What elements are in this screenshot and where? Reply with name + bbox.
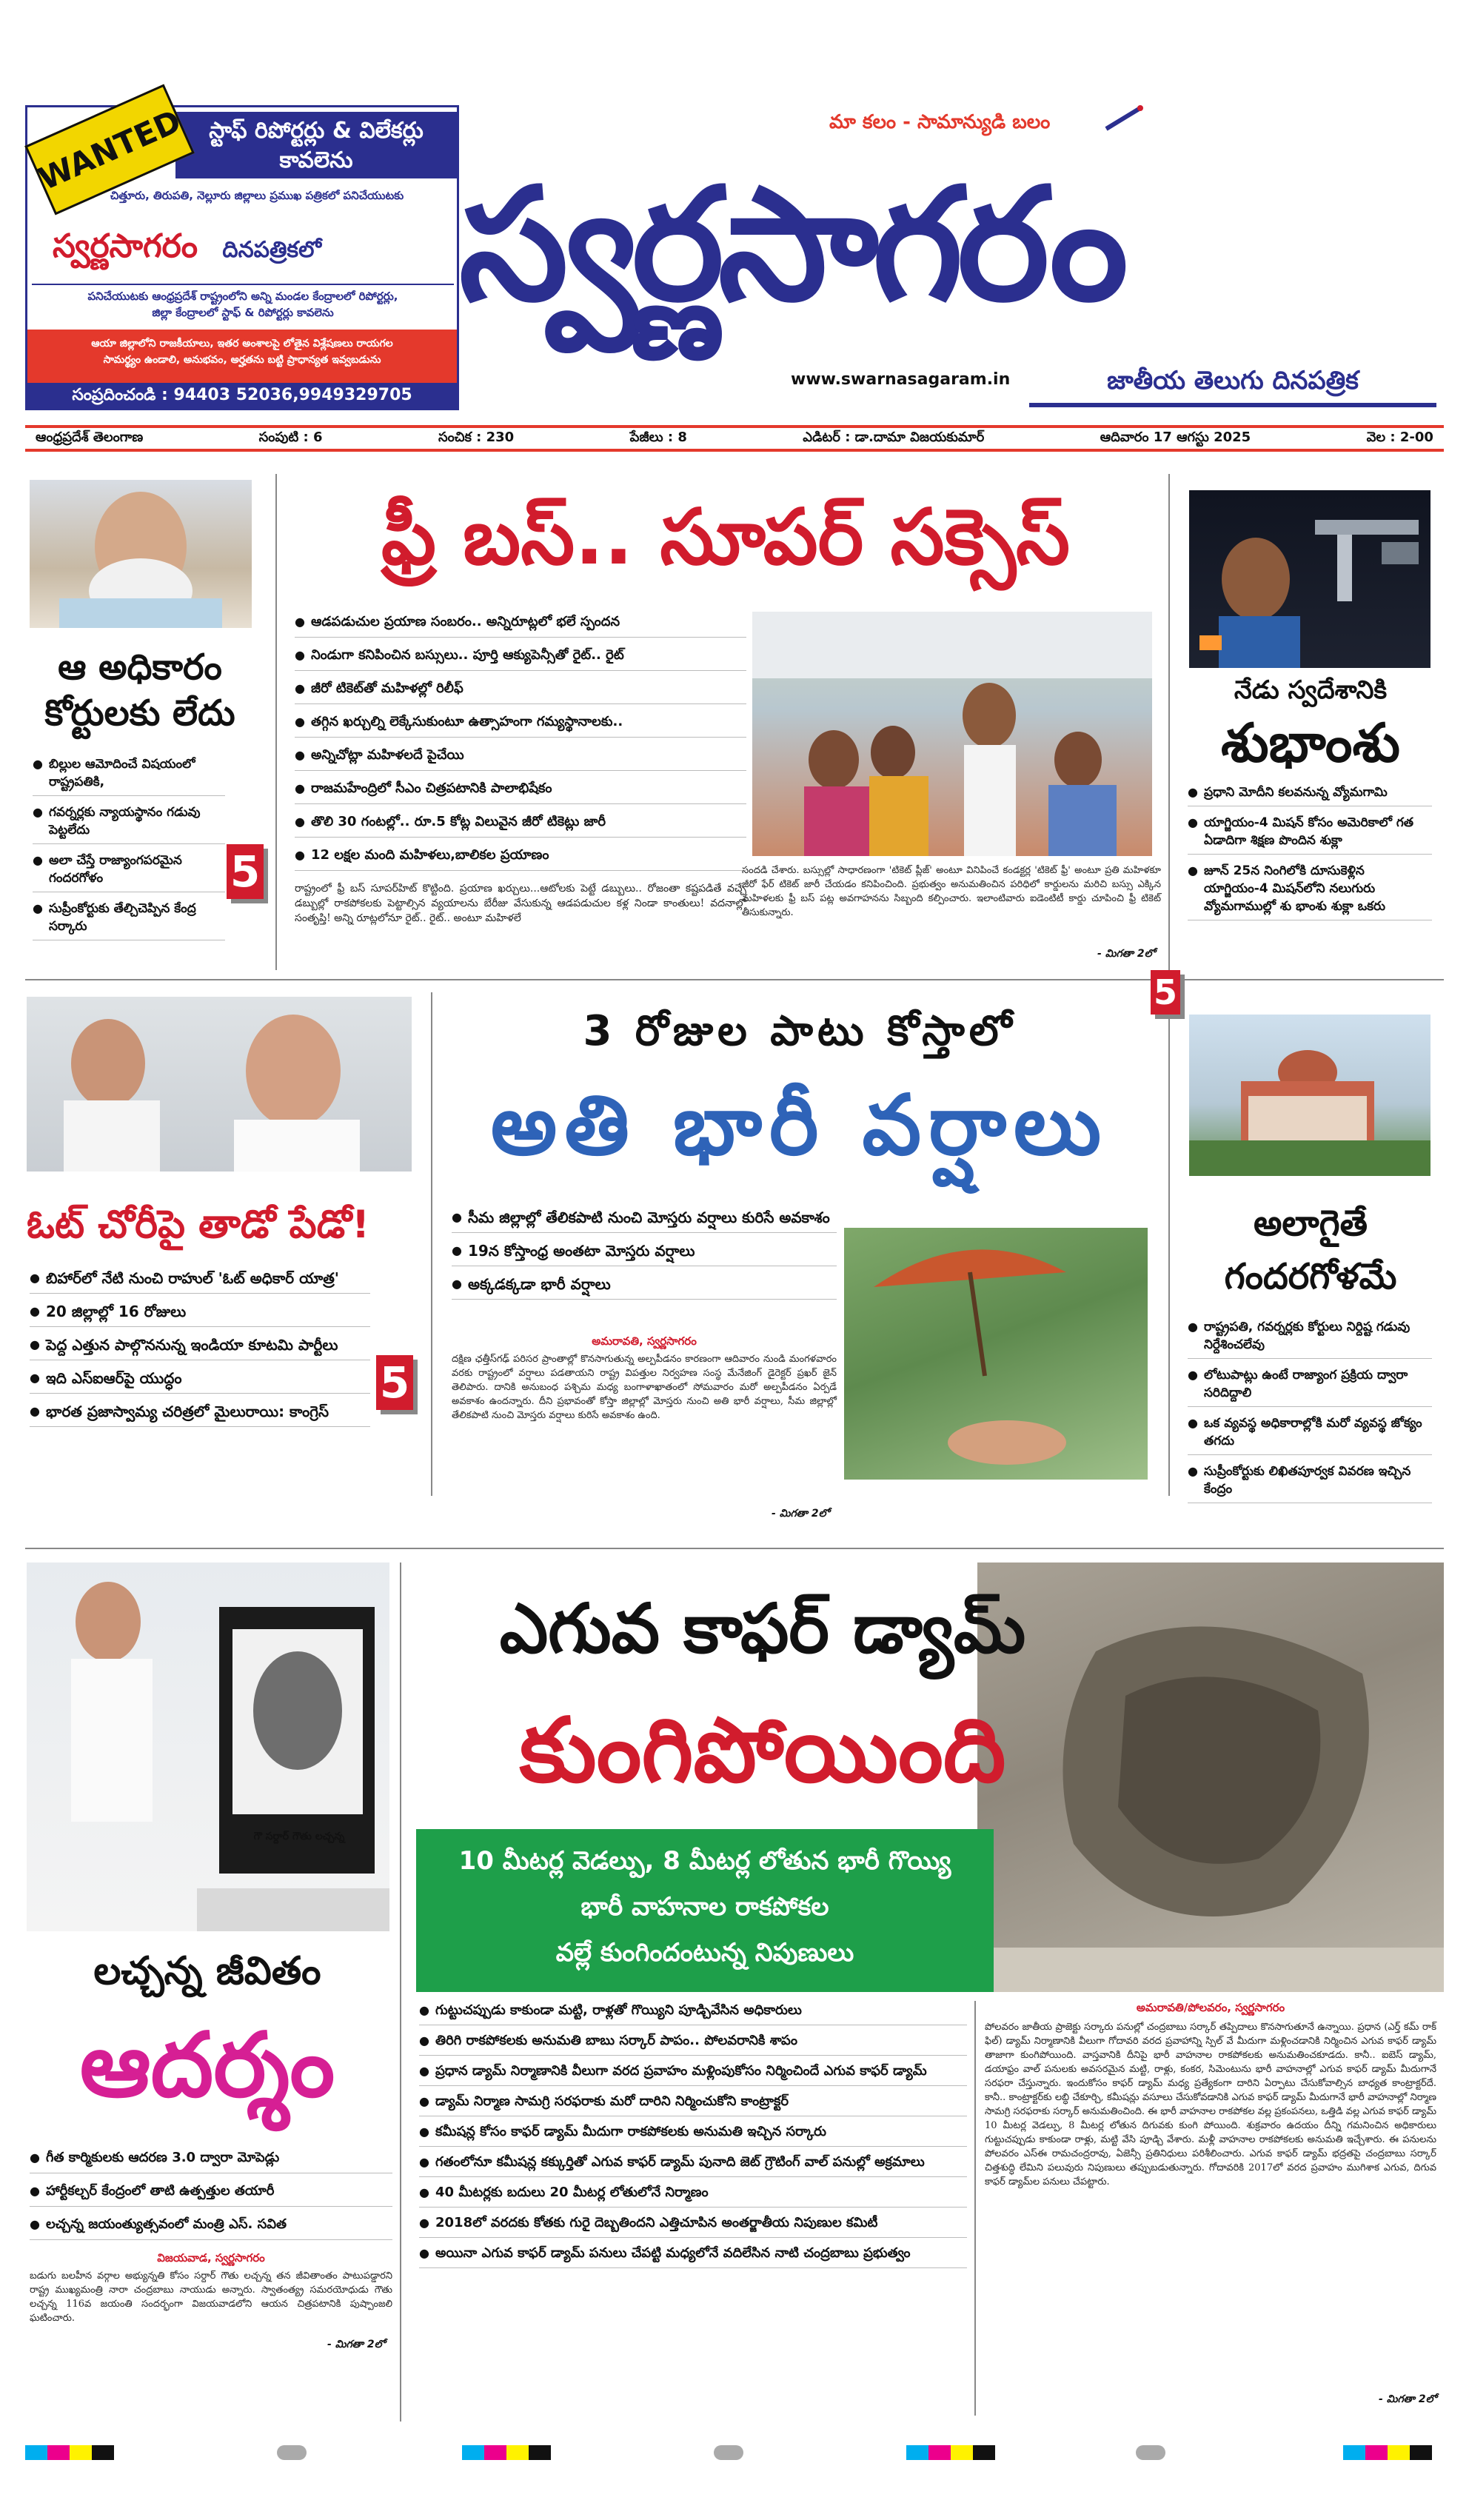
list-item: ● సీమ జిల్లాల్లో తేలికపాటి నుంచి మోస్తరు వర్షాలు కురిసే అవకాశం (452, 1207, 837, 1233)
ad-mid-line-2: జిల్లా కేంద్రాలలో స్టాఫ్ & రిపోర్టర్లు కావలెను (152, 306, 334, 319)
cofferdam-body: పోలవరం జాతీయ ప్రాజెక్టు సర్కారు పనుల్లో చంద్రబాబు సర్కార్ తప్పిదాలు కొనసాగుతూనే ఉన్నాయి. ప్రధాన (ఎర్త్ కమ్ రాక్ ఫిల్) డ్యామ్ నిర్మాణానికి వీలుగా గోదావరి వరద ప్రవాహాన్ని స్పిల్ వే మీదుగా మళ్లించడానికి నిర్మించిన ఎగువ కాఫర్ డ్యామ్ తాజాగా కుంగిపోయింది. వాస్తవానికి దీనిపై భారీ వాహనాల రాకపోకలకు అనుమతించకూడదు. కానీ.. ఐబెస్ డ్యామ్, డయాఫ్రం వాల్ పనులకు అవసరమైన మట్టి, రాళ్లు, కంకర, సిమెంటును భారీ వాహనాల్లో ఎగువ కాఫర్ డ్యామ్ మీదుగానే సరఫరా చేస్తున్నారు. ఇందుకోసం కాఫర్ డ్యామ్ మధ్య ప్రత్యేకంగా దారిని ఏర్పాటు చేసుకోవాల్సిన బాధ్యత కాంట్రాక్టర్‌దే. కానీ.. కాంట్రాక్టర్‌కు లబ్ధి చేకూర్చి, కమీషన్లు వసూలు చేసుకోవడానికి ఎగువ కాఫర్ డ్యామ్ మీదుగానే భారీ వాహనాల్లో నిర్మాణ సామగ్రి సరఫరాకు సర్కార్ అనుమతించింది. ఈ భారీ వాహనాల రాకపోకల వల్ల ప్రకంపనలు, ఒత్తిడి వల్ల ఎగువ కాఫర్ డ్యామ్ 10 మీటర్ల వెడల్పు, 8 మీటర్ల లోతున దిగువకు కుంగి పోయింది. శుక్రవారం ఉదయం దీన్ని గమనించిన అధికారులు గుట్టుచప్పుడు కాకుండా రాళ్లు, మట్టి వేసి పూడ్చి వేశారు. మళ్లీ వాహనాల రాకపోకలకు అనుమతి ఇచ్చేశారు. ఈ పనులను పోలవరం ఎస్‌ఈ రామచంద్రరావు, ఏజెన్సీ ప్రతినిధులు పరిశీలించారు. ఎగువ కాఫర్ డ్యామ్ భద్రతపై చంద్రబాబు సర్కార్ చిత్తశుద్ధి లేమిని పలువురు నిపుణులు తప్పుబడుతున్నారు. గోదావరికి 2017లో వరద ప్రవాహం ముగిశాక ఎగువ, దిగువ కాఫర్ డ్యామ్‌ల పనులు చేపట్టారు. (985, 2022, 1436, 2188)
portrait-caption: గౌ సర్దార్ గౌతు లచ్చన్న (253, 1831, 345, 1842)
column-divider (275, 474, 277, 970)
right-story-1-bullets (1188, 783, 1432, 928)
ad-wanted-badge: WANTED (24, 84, 195, 215)
list-item: ● సుప్రీంకోర్టుకు లిఖితపూర్వక వివరణ ఇచ్చిన కేంద్రం (1188, 1463, 1432, 1503)
magenta-swatch (928, 2445, 951, 2460)
list-item: ● రాజమహేంద్రిలో సీఎం చిత్రపటానికి పాలాభిషేకం (295, 778, 746, 804)
issue-number: సంచిక : 230 (438, 429, 515, 445)
banner-line: 10 మీటర్ల వెడల్పు, 8 మీటర్ల లోతున భారీ గొయ్యి (458, 1846, 951, 1876)
yellow-swatch (951, 2445, 973, 2460)
ad-middle-text (32, 284, 454, 321)
list-item: ● గతంలోనూ కమీషన్ల కక్కుర్తితో ఎగువ కాఫర్ డ్యామ్ పునాది జెట్ గ్రౌటింగ్ వాల్ పనుల్లో అక్రమాలు (419, 2153, 967, 2177)
rain-story-body: దక్షిణ ఛత్తీస్‌గఢ్ పరిసర ప్రాంతాల్లో కొనసాగుతున్న అల్పపీడనం కారణంగా ఆదివారం నుండి మంగళవారం వరకు రాష్ట్రంలో వర్షాలు పడతాయని రాష్ట్ర విపత్తుల నిర్వహణ సంస్థ మేనేజింగ్ డైరెక్టర్ ప్రఖర్ జైన్ తెలిపారు. దానికి అనుబంధ పశ్చిమ మధ్య బంగాళాఖాతంలో సోమవారం మరో అల్పపీడనం ఏర్పడే అవకాశం ఉందన్నారు. దీని ప్రభావంతో కోస్తా జిల్లాల్లో మోస్తరు నుంచి అతి భారీ వర్షాలు, సీమ జిల్లాల్లో తేలికపాటి నుంచి మోస్తరు వర్షాలు కురిసే అవకాశం ఉంది. (452, 1354, 837, 1421)
list-item: ● అక్కడక్కడా భారీ వర్షాలు (452, 1274, 837, 1300)
tribute-photo (27, 1563, 389, 1931)
rain-story-kicker: 3 రోజుల పాటు కోస్తాలో (583, 1007, 1017, 1055)
ad-bottom-line-1: ఆయా జిల్లాలోని రాజకీయాలు, ఇతర అంశాలపై లోతైన విశ్లేషణలు రాయగల (91, 338, 393, 350)
list-item: ● 19న కోస్తాంధ్ర అంతటా మోస్తరు వర్షాలు (452, 1240, 837, 1266)
left-story-1-headline: ఆ అధికారం కోర్టులకు లేదు (44, 646, 235, 734)
black-swatch (973, 2445, 995, 2460)
list-item: ● ప్రధాని మోదీని కలవనున్న వ్యోమగామి (1188, 783, 1432, 806)
black-swatch (1410, 2445, 1432, 2460)
cyan-swatch (906, 2445, 928, 2460)
rahul-gandhi-photo (27, 997, 412, 1172)
right-story-1-headline: శుభాంశు (1221, 712, 1400, 774)
page-count: పేజీలు : 8 (629, 429, 687, 445)
page-reference-badge[interactable]: 5 (1151, 970, 1180, 1015)
grey-swatch (714, 2445, 743, 2460)
lachanna-body: బడుగు బలహీన వర్గాల అభ్యున్నతి కోసం సర్దార్ గౌతు లచ్చన్న తన జీవితాంతం పాటుపడ్డారని రాష్ట్ర ముఖ్యమంత్రి నారా చంద్రబాబు నాయుడు అన్నారు. స్వాతంత్య్ర సమరయోధుడు గౌతు లచ్చన్న 116వ జయంతి సందర్భంగా విజయవాడలోని ఆయన చిత్రపటానికి పుష్పాంజలి ఘటించారు. (30, 2270, 392, 2324)
rain-photo (844, 1228, 1148, 1480)
list-item: ● ప్రధాన డ్యామ్ నిర్మాణానికి వీలుగా వరద ప్రవాహం మళ్లింపుకోసం నిర్మించిందే ఎగువ కాఫర్ డ్యామ్ (419, 2062, 967, 2086)
list-item: ● 40 మీటర్లకు బదులు 20 మీటర్ల లోతులోనే నిర్మాణం (419, 2183, 967, 2207)
ad-title: స్టాఫ్ రిపోర్టర్లు & విలేకర్లు కావలెను (175, 112, 457, 178)
lead-story-headline: ఫ్రీ బస్.. సూపర్ సక్సెస్ (381, 492, 1070, 582)
list-item: ● గీత కార్మికులకు ఆదరణ 3.0 ద్వారా మోపెడ్లు (30, 2148, 392, 2173)
yellow-swatch (1388, 2445, 1410, 2460)
list-item: ● ఆడపడుచుల ప్రయాణ సంబరం.. అన్నిరూట్లలో భలే స్పందన (295, 612, 746, 638)
list-item: ● నిండుగా కనిపించిన బస్సులు.. పూర్తి ఆక్యుపెన్సీతో రైట్.. రైట్ (295, 645, 746, 671)
issue-date: ఆదివారం 17 ఆగస్టు 2025 (1100, 429, 1251, 445)
newspaper-subtitle: జాతీయ తెలుగు దినపత్రిక (1029, 358, 1436, 407)
ad-brand-sub: దినపత్రికలో (222, 237, 321, 263)
list-item: ● జూన్ 25న నింగిలోకి దూసుకెళ్లిన యాగ్జియం-4 మిషన్‌లోని నలుగురు వ్యోమగాముల్లో శు భాంశు శుక్లా ఒకరు (1188, 862, 1432, 920)
ad-requirements (27, 330, 457, 383)
lead-story-body: రాష్ట్రంలో ఫ్రీ బస్ సూపర్‌హిట్ కొట్టింది. ప్రయాణ ఖర్చులు...ఆటోలకు పెట్టే డబ్బులు.. రోజంతా కష్టపడితే వచ్చే డబ్బుల్లో రాకపోకలకు పెట్టాల్సిన వ్యయాలను బేరీజు వేసుకున్న ఆడపడుచుల కళ్ల నిండా కాంతులు! వదనాల్లో సంతృప్తి! అన్ని రూట్లలోనూ రైట్.. రైట్.. అంటూ మహిళలే (295, 883, 746, 924)
right-story-1-kicker: నేడు స్వదేశానికి (1234, 675, 1388, 705)
ad-contact: సంప్రదించండి : 94403 52036,9949329705 (27, 383, 457, 408)
continued-on-page-label[interactable]: - మిగతా 2లో (772, 1508, 829, 1520)
cofferdam-headline-line-1: ఎగువ కాఫర్ డ్యామ్ (499, 1589, 1026, 1668)
black-swatch (92, 2445, 114, 2460)
cyan-swatch (1343, 2445, 1365, 2460)
page-reference-badge[interactable]: 5 (376, 1355, 413, 1410)
ad-mid-line-1: పనిచేయుటకు ఆంధ్రప్రదేశ్ రాష్ట్రంలోని అన్ని మండల కేంద్రాలలో రిపోర్టర్లు, (87, 290, 398, 303)
lachanna-bullets (30, 2148, 392, 2247)
list-item: ● భారత ప్రజాస్వామ్య చరిత్రలో మైలురాయి: కాంగ్రెస్ (30, 1401, 370, 1427)
grey-swatch (1136, 2445, 1165, 2460)
left-story-1-bullets (33, 755, 225, 948)
list-item: ● తగ్గిన ఖర్చుల్ని లెక్కేసుకుంటూ ఉత్సాహంగా గమ్యస్థానాలకు.. (295, 712, 746, 738)
region: ఆంధ్రప్రదేశ్ తెలంగాణ (36, 429, 144, 445)
right-story-2-bullets (1188, 1318, 1432, 1511)
list-item: ● గవర్నర్లకు న్యాయస్థానం గడువు పెట్టలేదు (33, 803, 225, 844)
astronaut-photo (1189, 490, 1430, 668)
newspaper-logo: స్వర్ణసాగరం (459, 153, 1122, 335)
section-divider (25, 979, 1444, 980)
volume: సంపుటి : 6 (258, 429, 323, 445)
magenta-swatch (47, 2445, 70, 2460)
supreme-court-photo (1189, 1015, 1430, 1176)
ad-brand (53, 227, 452, 273)
column-divider (431, 992, 432, 1496)
editor: ఎడిటర్ : డా.దామా విజయకుమార్ (803, 429, 985, 445)
ad-bottom-line-2: సామర్థ్యం ఉండాలి, అనుభవం, అర్హతను బట్టి ప్రాధాన్యత ఇవ్వబడును (103, 354, 381, 366)
magenta-swatch (1365, 2445, 1388, 2460)
yellow-swatch (70, 2445, 92, 2460)
section-divider (25, 1548, 1444, 1549)
left-story-2-headline: ఓట్ చోరీపై తాడో పేడో! (27, 1203, 369, 1247)
cyan-swatch (462, 2445, 484, 2460)
page-reference-badge[interactable]: 5 (227, 844, 264, 899)
list-item: ● అయినా ఎగువ కాఫర్ డ్యామ్ పనులు చేపట్టి మధ్యలోనే వదిలేసిన నాటి చంద్రబాబు ప్రభుత్వం (419, 2244, 967, 2268)
ad-brand-name: స్వర్ణసాగరం (53, 227, 198, 265)
left-story-2-bullets (30, 1268, 370, 1434)
continued-on-page-label[interactable]: - మిగతా 2లో (327, 2339, 385, 2350)
yellow-swatch (506, 2445, 529, 2460)
lead-story-bullets (295, 612, 746, 878)
ad-subtext: చిత్తూరు, తిరుపతి, నెల్లూరు జిల్లాలు ప్రముఖ పత్రికలో పనిచేయుటకు (110, 189, 404, 202)
black-swatch (529, 2445, 551, 2460)
list-item: ● లచ్చన్న జయంత్యుత్సవంలో మంత్రి ఎస్. సవిత (30, 2214, 392, 2240)
cyan-swatch (25, 2445, 47, 2460)
staff-wanted-advertisement (25, 102, 459, 410)
price: వెల : 2-00 (1366, 429, 1433, 445)
banner-line: వల్లే కుంగిందంటున్న నిపుణులు (555, 1938, 854, 1968)
rain-story-headline: అతి భారీ వర్షాలు (490, 1077, 1109, 1174)
issue-info-bar (25, 425, 1444, 452)
continued-on-page-label[interactable]: - మిగతా 2లో (1379, 2393, 1436, 2405)
print-registration-marks (25, 2445, 1444, 2467)
cofferdam-dateline: అమరావతి/పోలవరం, స్వర్ణసాగరం (1136, 2001, 1285, 2014)
list-item: ● 20 జిల్లాల్లో 16 రోజులు (30, 1301, 370, 1327)
list-item: ● అలా చేస్తే రాజ్యాంగపరమైన గందరగోళం (33, 852, 225, 892)
lachanna-kicker: లచ్చన్న జీవితం (93, 1949, 321, 1993)
magenta-swatch (484, 2445, 506, 2460)
banner-line: భారీ వాహనాల రాకపోకల (580, 1892, 829, 1922)
list-item: ● బిల్లుల ఆమోదించే విషయంలో రాష్ట్రపతికి, (33, 755, 225, 796)
rain-story-bullets (452, 1207, 837, 1307)
free-bus-photo (752, 612, 1152, 856)
list-item: ● బిహార్‌లో నేటి నుంచి రాహుల్ 'ఓట్ అధికార్ యాత్ర' (30, 1268, 370, 1294)
list-item: ● 2018లో వరదకు కోతకు గురై దెబ్బతిందని ఎత్తిచూపిన అంతర్జాతీయ నిపుణుల కమిటీ (419, 2213, 967, 2238)
list-item: ● గుట్టుచప్పుడు కాకుండా మట్టి, రాళ్లతో గొయ్యిని పూడ్చివేసిన అధికారులు (419, 2001, 967, 2025)
list-item: ● ఒక వ్యవస్థ అధికారాల్లోకి మరో వ్యవస్థ జోక్యం తగదు (1188, 1414, 1432, 1455)
right-story-2-headline: అలాగైతే గందరగోళమే (1224, 1203, 1397, 1297)
cofferdam-highlight-banner (416, 1829, 994, 1992)
lead-story-photo-caption: సందడి చేశారు. బస్సుల్లో సాధారణంగా 'టికెట్ ప్లీజ్' అంటూ వినిపించే కండక్టర్ల 'టికెట్ ఫ్రీ' అంటూ ప్రతి మహిళకూ జీరో ఫేర్ టికెట్ జారీ చేయడం కనిపించింది. ప్రభుత్వం అనుమతించిన పరిధిలో కార్డులను మరిచి బస్సు ఎక్కిన మహిళలకు ఫ్రీ బస్ పట్ల అవగాహనను సిబ్బంది కల్పించారు. ఇలాంటివారు ఐడెంటిటీ కార్డు చూపించి ఫ్రీ టికెట్ తీసుకున్నారు. (742, 865, 1161, 918)
website-url[interactable]: www.swarnasagaram.in (791, 370, 1011, 389)
modi-photo (30, 480, 252, 628)
list-item: ● తిరిగి రాకపోకలకు అనుమతి బాబు సర్కార్ పాపం.. పోలవరానికి శాపం (419, 2031, 967, 2056)
list-item: ● కమీషన్ల కోసం కాఫర్ డ్యామ్ మీదుగా రాకపోకలకు అనుమతి ఇచ్చిన సర్కారు (419, 2122, 967, 2147)
pen-icon (1102, 104, 1146, 133)
lachanna-dateline: విజయవాడ, స్వర్ణసాగరం (157, 2251, 265, 2265)
list-item: ● పెద్ద ఎత్తున పాల్గొననున్న ఇండియా కూటమి పార్టీలు (30, 1334, 370, 1360)
list-item: ● లోటుపాట్లు ఉంటే రాజ్యాంగ ప్రక్రియ ద్వారా సరిదిద్దాలి (1188, 1366, 1432, 1407)
newspaper-tagline: మా కలం - సామాన్యుడి బలం (829, 111, 1051, 133)
list-item: ● అన్నిచోట్లా మహిళలదే పైచేయి (295, 745, 746, 771)
list-item: ● 12 లక్షల మంది మహిళలు,బాలికల ప్రయాణం (295, 845, 746, 871)
list-item: ● జీరో టికెట్‌తో మహిళల్లో రిలీఫ్ (295, 678, 746, 704)
column-divider (1168, 474, 1170, 970)
column-divider (400, 1563, 401, 2422)
cofferdam-bullets (419, 2001, 967, 2274)
column-divider (974, 2001, 976, 2416)
list-item: ● రాష్ట్రపతి, గవర్నర్లకు కోర్టులు నిర్దిష్ట గడువు నిర్దేశించలేవు (1188, 1318, 1432, 1359)
lachanna-headline: ఆదర్శం (79, 2014, 335, 2117)
column-divider (1168, 992, 1170, 1496)
list-item: ● తొలి 30 గంటల్లో.. రూ.5 కోట్ల విలువైన జీరో టికెట్లు జారీ (295, 812, 746, 838)
list-item: ● సుప్రీంకోర్టుకు తేల్చిచెప్పిన కేంద్ర సర్కారు (33, 900, 225, 940)
list-item: ● యాగ్జియం-4 మిషన్ కోసం అమెరికాలో గత ఏడాదిగా శిక్షణ పొందిన శుక్లా (1188, 814, 1432, 855)
grey-swatch (277, 2445, 307, 2460)
list-item: ● డ్యామ్ నిర్మాణ సామగ్రి సరఫరాకు మరో దారిని నిర్మించుకోని కాంట్రాక్టర్ (419, 2092, 967, 2116)
rain-story-dateline: అమరావతి, స్వర్ణసాగరం (592, 1334, 697, 1348)
continued-on-page-label[interactable]: - మిగతా 2లో (1097, 948, 1155, 960)
list-item: ● హార్టీకల్చర్ కేంద్రంలో తాటి ఉత్పత్తుల తయారీ (30, 2181, 392, 2207)
list-item: ● ఇది ఎస్‌ఐఆర్‌పై యుద్ధం (30, 1368, 370, 1394)
cofferdam-headline-line-2: కుంగిపోయింది (519, 1700, 1006, 1802)
